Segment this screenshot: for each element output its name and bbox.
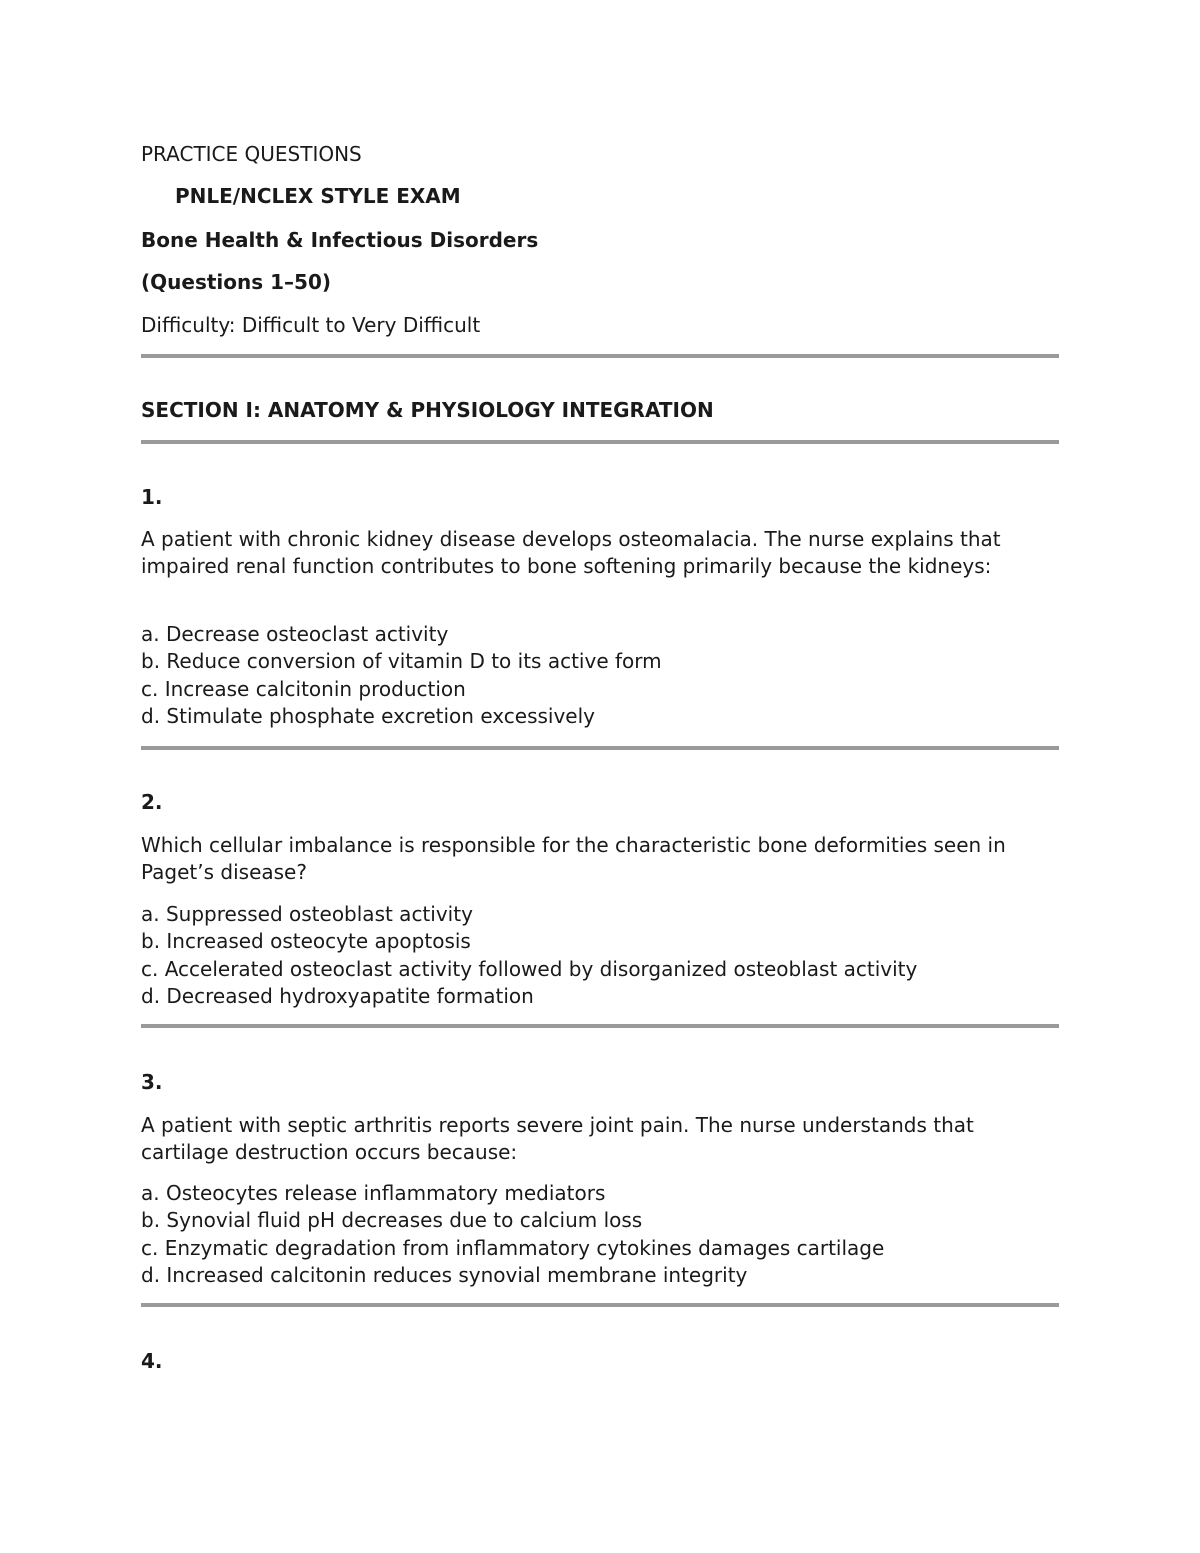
answer-option: b. Reduce conversion of vitamin D to its active form [141,649,662,674]
question-number: 3. [141,1070,163,1094]
question-stem: A patient with septic arthritis reports severe joint pain. The nurse understands that cartilage destruction occurs because: [141,1113,974,1164]
section-title: SECTION I: ANATOMY & PHYSIOLOGY INTEGRATION [141,398,714,422]
answer-options [141,901,917,1010]
divider [141,1303,1059,1307]
divider [141,746,1059,750]
divider [141,1024,1059,1028]
subject-heading: Bone Health & Infectious Disorders [141,228,539,252]
exam-title: PNLE/NCLEX STYLE EXAM [175,184,461,208]
divider [141,354,1059,358]
question-number: 2. [141,790,163,814]
question-number: 4. [141,1349,163,1373]
answer-option: b. Increased osteocyte apoptosis [141,929,471,954]
answer-option: a. Decrease osteoclast activity [141,622,449,646]
answer-option: c. Increase calcitonin production [141,676,466,701]
answer-option: b. Synovial fluid pH decreases due to calcium loss [141,1208,643,1233]
answer-option: d. Decreased hydroxyapatite formation [141,983,534,1008]
answer-option: a. Osteocytes release inflammatory mediators [141,1181,606,1205]
answer-options [141,1180,884,1289]
answer-option: a. Suppressed osteoblast activity [141,902,473,926]
document-kicker: PRACTICE QUESTIONS [141,142,362,166]
answer-option: c. Enzymatic degradation from inflammatory cytokines damages cartilage [141,1235,885,1260]
divider [141,440,1059,444]
answer-option: d. Increased calcitonin reduces synovial membrane integrity [141,1262,748,1287]
difficulty-line: Difficulty: Difficult to Very Difficult [141,313,481,337]
answer-option: d. Stimulate phosphate excretion excessively [141,703,595,728]
question-stem: A patient with chronic kidney disease develops osteomalacia. The nurse explains that impaired renal function contributes to bone softening primarily because the kidneys: [141,527,1001,578]
question-number: 1. [141,485,163,509]
answer-option: c. Accelerated osteoclast activity followed by disorganized osteoblast activity [141,956,918,981]
question-stem: Which cellular imbalance is responsible for the characteristic bone deformities seen in Paget’s disease? [141,833,1006,884]
answer-options [141,621,662,730]
question-range: (Questions 1–50) [141,270,331,294]
